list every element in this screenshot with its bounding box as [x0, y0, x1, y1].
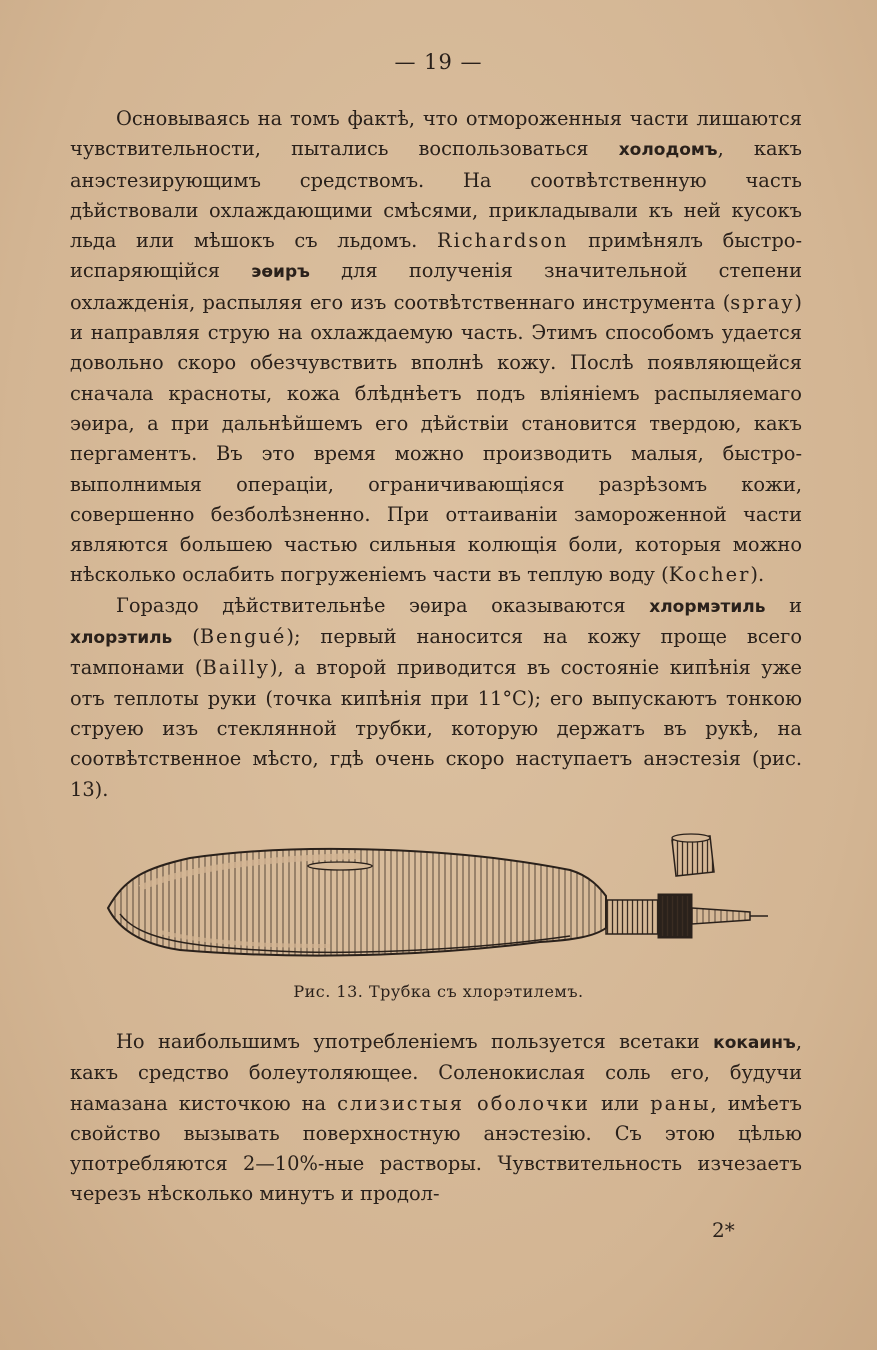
term-mucous-membranes: слизистыя оболочки [337, 1091, 590, 1115]
text-run: , имѣетъ свойство вызывать поверхностную анэстезію. Съ этою цѣлью употребляются 2—10%-ные растворы. Чувствительность изчезаетъ черезъ нѣсколько минутъ и продол- [70, 1091, 802, 1206]
text-run: ( [172, 625, 200, 649]
text-run: ); первый наносится на кожу проще всего тампонами ( [70, 625, 802, 680]
figure-caption: Рис. 13. Трубка съ хлорэтилемъ. [293, 982, 584, 1001]
term-chlormethyl: хлормэтиль [649, 596, 766, 617]
figure-chlorethyl-tube [100, 828, 776, 978]
text-run: ), а второй приводится въ состояніе кипѣнія уже отъ теплоты руки (точка кипѣнія при 11°C); его выпускаютъ тонкою струею изъ стеклянной трубки, которую держатъ въ рукѣ, на соотвѣтственное мѣсто, гдѣ очень скоро наступаетъ анэстезія (рис. 13). [70, 656, 802, 801]
name-bailly: Bailly [202, 656, 270, 680]
text-run: ). [750, 563, 765, 587]
term-spray: spray [730, 290, 795, 314]
signature-mark: 2* [712, 1218, 735, 1242]
text-run: , какъ анэстезирующимъ средствомъ. На соотвѣтственную часть дѣйствовали охлаждающими смѣсями, прикладывали къ ней кусокъ льда или мѣшокъ съ льдомъ. [70, 137, 803, 253]
text-run: для полученія значительной степени охлажденія, распыляя его изъ соотвѣтственнаго инструмента ( [70, 259, 802, 314]
paragraph-cocaine [70, 1027, 802, 1210]
term-cold: холодомъ [618, 140, 718, 161]
text-run: и [765, 593, 802, 617]
text-run: Но наибольшимъ употребленіемъ пользуется всетаки [116, 1030, 714, 1053]
term-cocaine: кокаинъ [713, 1033, 796, 1053]
page-number: — 19 — [394, 50, 483, 74]
text-run: ) и направляя струю на охлаждаемую часть. Этимъ способомъ удается довольно скоро обезчувствить вполнѣ кожу. Послѣ появляющейся сначала красноты, кожа блѣднѣетъ подъ вліяніемъ распыляемаго эѳира, а при дальнѣйшемъ его дѣйствіи становится твердою, какъ пергаментъ. Въ это время можно производить малыя, быстро-выполнимыя операціи, ограничивающіяся разрѣзомъ кожи, совершенно безболѣзненно. При оттаиваніи замороженной части являются большею частью сильныя колющія боли, которыя можно нѣсколько ослабить погруженіемъ части въ теплую воду ( [70, 290, 802, 587]
tube-cap [672, 834, 714, 876]
text-run: Основываясь на томъ фактѣ, что отмороженныя части лишаются чувствительности, пытались воспользоваться [70, 107, 802, 161]
term-ether: эѳиръ [251, 262, 310, 283]
term-chlorethyl: хлорэтиль [70, 628, 173, 649]
paragraph-cold-anesthesia [70, 104, 802, 591]
text-run: примѣнялъ быстро-испаряющійся [70, 229, 802, 283]
term-wounds: раны [650, 1091, 711, 1115]
name-kocher: Kocher [668, 563, 751, 587]
text-run: Гораздо дѣйствительнѣе эѳира оказываются [116, 593, 650, 617]
text-run: , какъ средство болеутоляющее. Соленокислая соль его, будучи намазана кисточкою на [70, 1030, 802, 1115]
paragraph-chlorethyl [70, 591, 802, 805]
text-run: или [589, 1091, 651, 1115]
text-block-upper [70, 104, 802, 805]
text-block-lower [70, 1027, 802, 1210]
name-bengue: Bengué [199, 625, 287, 649]
name-richardson: Richardson [437, 229, 569, 253]
